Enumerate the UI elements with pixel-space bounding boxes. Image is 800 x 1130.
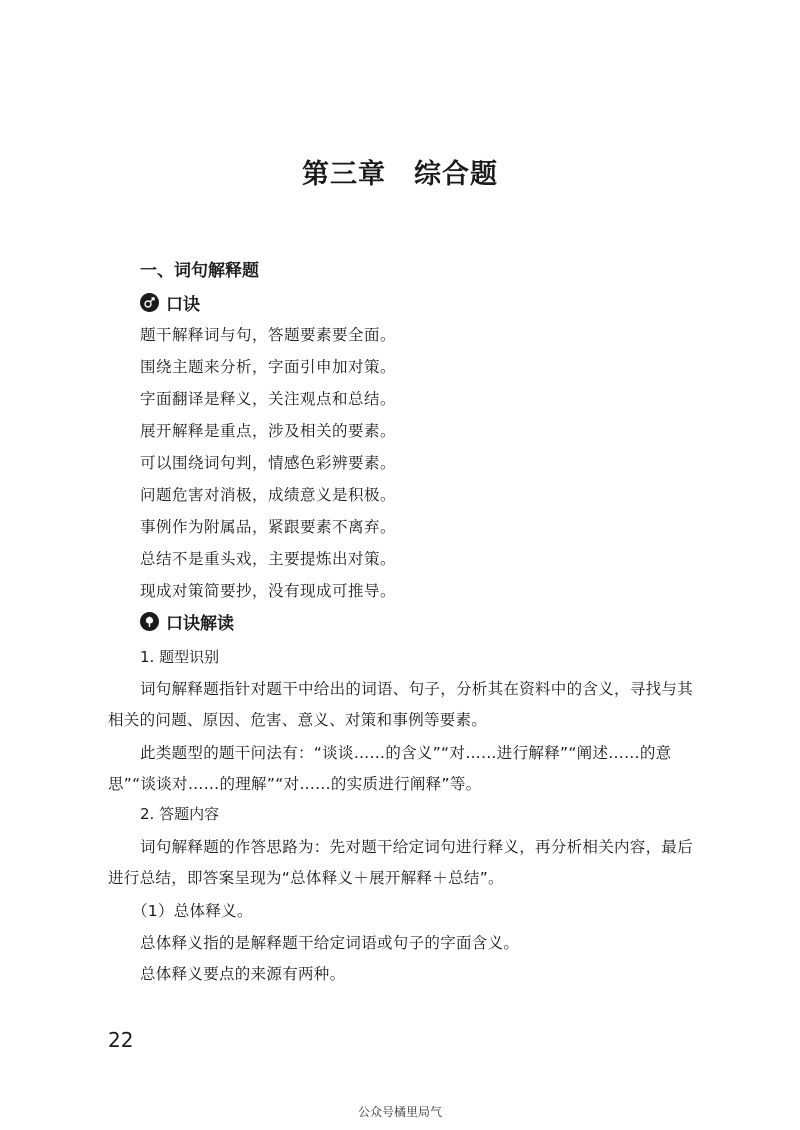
paragraph-line: 词句解释题的作答思路为：先对题干给定词句进行释义，再分析相关内容，最后 — [140, 838, 694, 856]
verse-line: 问题危害对消极，成绩意义是积极。 — [140, 486, 397, 504]
koujue-heading — [140, 290, 200, 315]
circle-emblem-icon — [140, 293, 159, 312]
verse-line: 围绕主题来分析，字面引申加对策。 — [140, 358, 397, 376]
paragraph-line: 相关的问题、原因、危害、意义、对策和事例等要素。 — [108, 711, 488, 729]
tree-emblem-icon — [140, 612, 159, 631]
jiedu-heading — [140, 609, 234, 634]
item-title-question-type: 1. 题型识别 — [140, 648, 220, 666]
verse-line: 事例作为附属品，紧跟要素不离弃。 — [140, 518, 397, 536]
paragraph-line: 此类题型的题干问法有：“谈谈……的含义”“对……进行解释”“阐述……的意 — [140, 744, 672, 762]
paragraph-line: 进行总结，即答案呈现为“总体释义＋展开解释＋总结”。 — [108, 869, 504, 887]
item-title-answer-content: 2. 答题内容 — [140, 805, 220, 823]
footer-watermark: 公众号橘里局气 — [357, 1105, 442, 1119]
koujue-heading-text: 口诀 — [166, 295, 200, 315]
verse-line: 展开解释是重点，涉及相关的要素。 — [140, 422, 397, 440]
section-heading: 一、词句解释题 — [140, 261, 259, 281]
verse-line: 字面翻译是释义，关注观点和总结。 — [140, 390, 397, 408]
jiedu-heading-text: 口诀解读 — [166, 614, 234, 634]
chapter-title: 第三章 综合题 — [302, 159, 498, 190]
paragraph-line: 词句解释题指针对题干中给出的词语、句子，分析其在资料中的含义，寻找与其 — [140, 680, 694, 698]
verse-line: 总结不是重头戏，主要提炼出对策。 — [140, 550, 397, 568]
paragraph-line: 思”“谈谈对……的理解”“对……的实质进行阐释”等。 — [108, 775, 482, 793]
verse-line: 题干解释词与句，答题要素要全面。 — [140, 326, 397, 344]
page-number: 22 — [108, 1028, 134, 1052]
paragraph-line: 总体释义指的是解释题干给定词语或句子的字面含义。 — [140, 934, 520, 952]
paragraph-line: 总体释义要点的来源有两种。 — [140, 965, 346, 983]
sub-item-title: （1）总体释义。 — [132, 902, 253, 920]
verse-line: 现成对策简要抄，没有现成可推导。 — [140, 582, 397, 600]
verse-line: 可以围绕词句判，情感色彩辨要素。 — [140, 454, 397, 472]
